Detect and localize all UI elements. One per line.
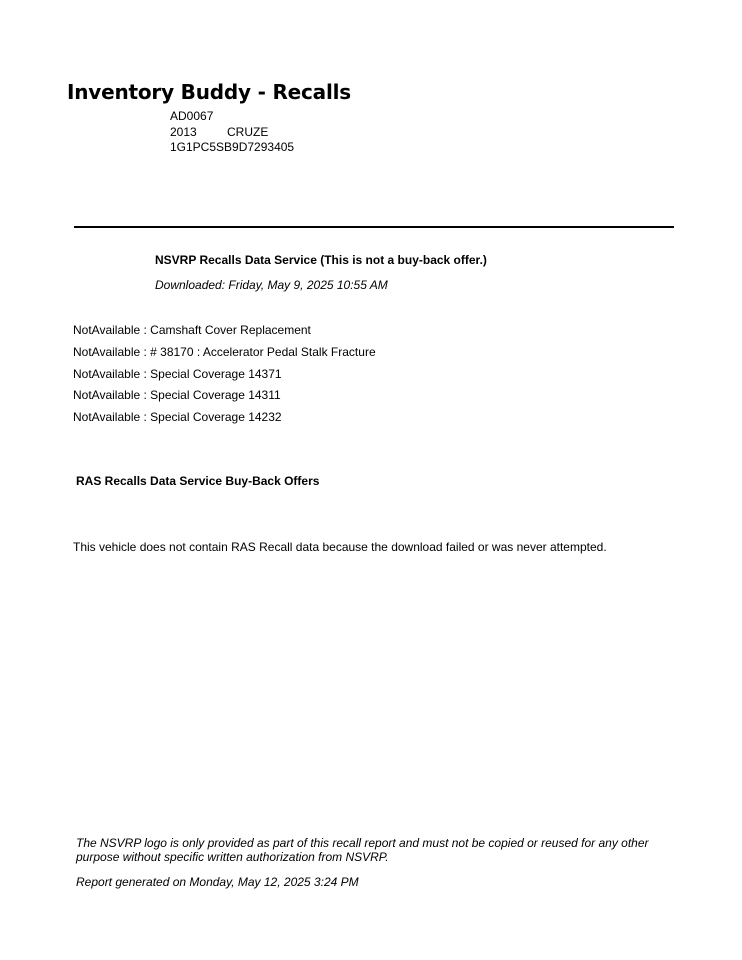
ras-message: This vehicle does not contain RAS Recall data because the download failed or was never attempted. xyxy=(73,540,607,554)
year-value: 2013 xyxy=(170,125,197,139)
recall-item: NotAvailable : Special Coverage 14232 xyxy=(73,410,282,425)
nsvrp-recall-list xyxy=(73,323,376,432)
recall-item: NotAvailable : Camshaft Cover Replacement xyxy=(73,323,311,337)
vin-number-value: 1G1PC5SB9D7293405 xyxy=(170,140,295,154)
page-title: Inventory Buddy - Recalls xyxy=(67,80,351,104)
report-generated-date: Report generated on Monday, May 12, 2025 3:24 PM xyxy=(76,875,359,889)
nsvrp-downloaded-date: Downloaded: Friday, May 9, 2025 10:55 AM xyxy=(155,278,388,292)
nsvrp-heading: NSVRP Recalls Data Service (This is not a buy-back offer.) xyxy=(155,253,487,267)
footer-disclaimer: The NSVRP logo is only provided as part of this recall report and must not be copied or reused for any other purpose without specific written authorization from NSVRP. xyxy=(76,836,649,864)
recall-item: NotAvailable : Special Coverage 14371 xyxy=(73,366,282,381)
recall-item: NotAvailable : # 38170 : Accelerator Pedal Stalk Fracture xyxy=(73,344,376,359)
ras-heading: RAS Recalls Data Service Buy-Back Offers xyxy=(76,474,320,488)
recall-item: NotAvailable : Special Coverage 14311 xyxy=(73,388,281,403)
stock-number-value: AD0067 xyxy=(170,109,214,123)
header-divider xyxy=(74,226,674,228)
model-value: CRUZE xyxy=(227,125,269,139)
